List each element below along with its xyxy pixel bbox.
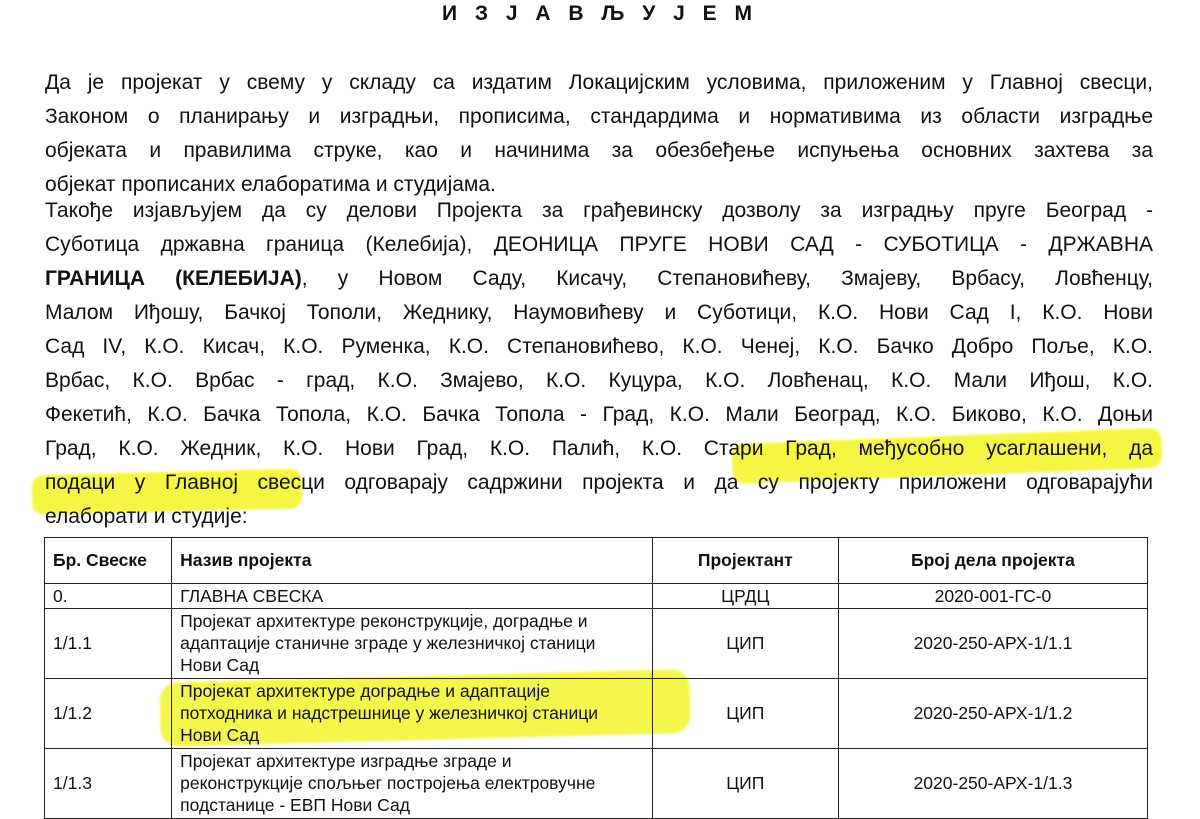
table-header-row <box>45 538 1148 584</box>
text-line: подаци у Главној свесци одговарају садржини пројекта и да су пројекту приложени одговарајући <box>45 471 1153 494</box>
text-line: објекат прописаних елаборатима и студијама. <box>45 173 496 196</box>
table-row <box>45 749 1148 819</box>
text-line: Фекетић, К.О. Бачка Топола, К.О. Бачка Топола - Град, К.О. Мали Београд, К.О. Биково, К.О. Доњи <box>45 403 1153 426</box>
document-heading: И З Ј А В Љ У Ј Е М <box>442 2 758 25</box>
column-header-name: Назив пројекта <box>172 538 653 584</box>
cell-number: 1/1.2 <box>45 679 172 749</box>
text-line: Такође изјављујем да су делови Пројекта за грађевинску дозволу за изградњу пруге Београд - <box>45 199 1153 222</box>
cell-part: 2020-250-АРХ-1/1.1 <box>838 609 1147 679</box>
table-row <box>45 584 1148 609</box>
cell-name-line: Пројекат архитектуре доградње и адаптације <box>180 681 550 701</box>
table-row <box>45 609 1148 679</box>
table-row <box>45 679 1148 749</box>
cell-author: ЦИП <box>652 749 838 819</box>
text-line <box>45 262 1153 296</box>
text-span: , у Новом Саду, Кисачу, Степановићеву, Змајеву, Врбасу, Ловћенцу, <box>301 267 1153 290</box>
declaration-paragraph-1 <box>45 66 1153 202</box>
bold-text: ГРАНИЦА (КЕЛЕБИЈА) <box>45 267 302 290</box>
cell-name-line: подстанице - ЕВП Нови Сад <box>180 795 410 815</box>
cell-author: ЦИП <box>652 679 838 749</box>
text-line: елаборати и студије: <box>45 505 248 528</box>
cell-part: 2020-250-АРХ-1/1.2 <box>838 679 1147 749</box>
cell-name <box>172 609 653 679</box>
cell-name-line: адаптације станичне зграде у железничкој станици <box>180 633 596 653</box>
cell-name-line: Пројекат архитектуре изградње зграде и <box>180 751 512 771</box>
text-line: Малом Иђошу, Бачкој Тополи, Жеднику, Наумовићеву и Суботици, К.О. Нови Сад I, К.О. Нови <box>45 301 1153 324</box>
project-volumes-table <box>44 537 1148 819</box>
column-header-author: Пројектант <box>652 538 838 584</box>
cell-number: 0. <box>45 584 172 609</box>
cell-part: 2020-250-АРХ-1/1.3 <box>838 749 1147 819</box>
column-header-part: Број дела пројекта <box>838 538 1147 584</box>
cell-part: 2020-001-ГС-0 <box>838 584 1147 609</box>
text-line: објеката и правилима струке, као и начинима за обезбеђење испуњења основних захтева за <box>45 139 1153 162</box>
column-header-number: Бр. Свеске <box>45 538 172 584</box>
text-line: Сад IV, К.О. Кисач, К.О. Руменка, К.О. Степановићево, К.О. Ченеј, К.О. Бачко Добро Поље, К.О. <box>45 335 1153 358</box>
cell-name-line: Пројекат архитектуре реконструкције, доградње и <box>180 611 588 631</box>
declaration-paragraph-2 <box>45 194 1153 534</box>
text-line: Да је пројекат у свему у складу са издатим Локацијским условима, приложеним у Главној свесци, <box>45 71 1153 94</box>
cell-name <box>172 749 653 819</box>
cell-number: 1/1.1 <box>45 609 172 679</box>
text-line: Град, К.О. Жедник, К.О. Нови Град, К.О. Палић, К.О. Стари Град, међусобно усаглашени, да <box>45 437 1153 460</box>
cell-author: ЦИП <box>652 609 838 679</box>
cell-name <box>172 679 653 749</box>
cell-name-line: потходника и надстрешнице у железничкој станици <box>180 703 599 723</box>
cell-number: 1/1.3 <box>45 749 172 819</box>
cell-name-line: реконструкције спољњег постројења електровучне <box>180 773 596 793</box>
text-line: Законом о планирању и изградњи, прописима, стандардима и нормативима из области изградње <box>45 105 1153 128</box>
text-line: Суботица државна граница (Келебија), ДЕОНИЦА ПРУГЕ НОВИ САД - СУБОТИЦА - ДРЖАВНА <box>45 233 1153 256</box>
cell-name-line: Нови Сад <box>180 655 260 675</box>
cell-author: ЦРДЦ <box>652 584 838 609</box>
cell-name: ГЛАВНА СВЕСКА <box>172 584 653 609</box>
text-line: Врбас, К.О. Врбас - град, К.О. Змајево, К.О. Куцура, К.О. Ловћенац, К.О. Мали Иђош, К.О. <box>45 369 1153 392</box>
cell-name-line: Нови Сад <box>180 725 260 745</box>
